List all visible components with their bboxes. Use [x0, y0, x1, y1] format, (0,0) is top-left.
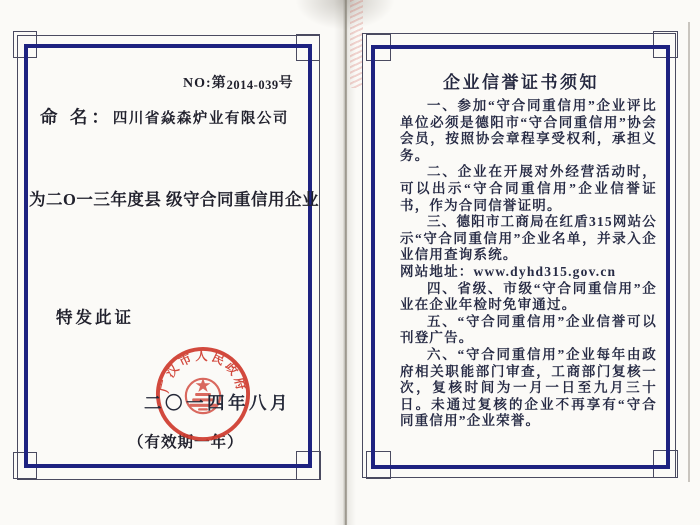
company-name-row [40, 104, 289, 129]
notice-paragraph-3: 三、德阳市工商局在红盾315网站公示“守合同重信用”企业名单，并录入企业信用查询系统。 [400, 214, 657, 263]
book-spine-fold-line [345, 0, 347, 525]
spine-shadow-smudge [295, 0, 395, 30]
serial-digits: 2014-039 [226, 78, 279, 92]
notice-paragraph-4: 四、省级、市级“守合同重信用”企业在企业年检时免审通过。 [400, 280, 657, 313]
notice-paragraph-5: 五、“守合同重信用”企业信誉可以刊登广告。 [400, 313, 657, 346]
certificate-serial-number [183, 72, 294, 92]
notice-body [400, 98, 657, 430]
company-name: 四川省焱森炉业有限公司 [112, 111, 289, 127]
notice-paragraph-2: 二、企业在开展对外经营活动时，可以出示“守合同重信用”企业信誉证书，作为合同信誉证明。 [400, 164, 657, 213]
validity-period: （有效期一年） [128, 434, 244, 451]
notice-website-line: 网站地址：www.dyhd315.gov.cn [400, 263, 617, 279]
serial-suffix: 号 [278, 76, 294, 91]
seal-arc-text: 广汉市人民政府 [157, 348, 249, 395]
serial-prefix: NO:第 [183, 76, 227, 91]
notice-paragraph-1: 一、参加“守合同重信用”企业评比单位必须是德阳市“守合同重信用”协会会员，按照协会章程享受权利，承担义务。 [400, 98, 657, 163]
paper-edge-shadow [688, 22, 690, 482]
award-title-line: 为二O一三年度县 级守合同重信用企业 [29, 190, 319, 209]
name-label: 命 名： [40, 107, 113, 127]
notice-paragraph-6: 六、“守合同重信用”企业每年由政府相关职能部门审查，工商部门复核一次，复核时间为一月一日至九月三十日。未通过复核的企业不再享有“守合同重信用”企业荣誉。 [400, 346, 657, 429]
issue-statement: 特发此证 [56, 308, 134, 327]
issue-date: 二〇一四年八月 [144, 393, 291, 413]
notice-title: 企业信誉证书须知 [443, 73, 599, 92]
